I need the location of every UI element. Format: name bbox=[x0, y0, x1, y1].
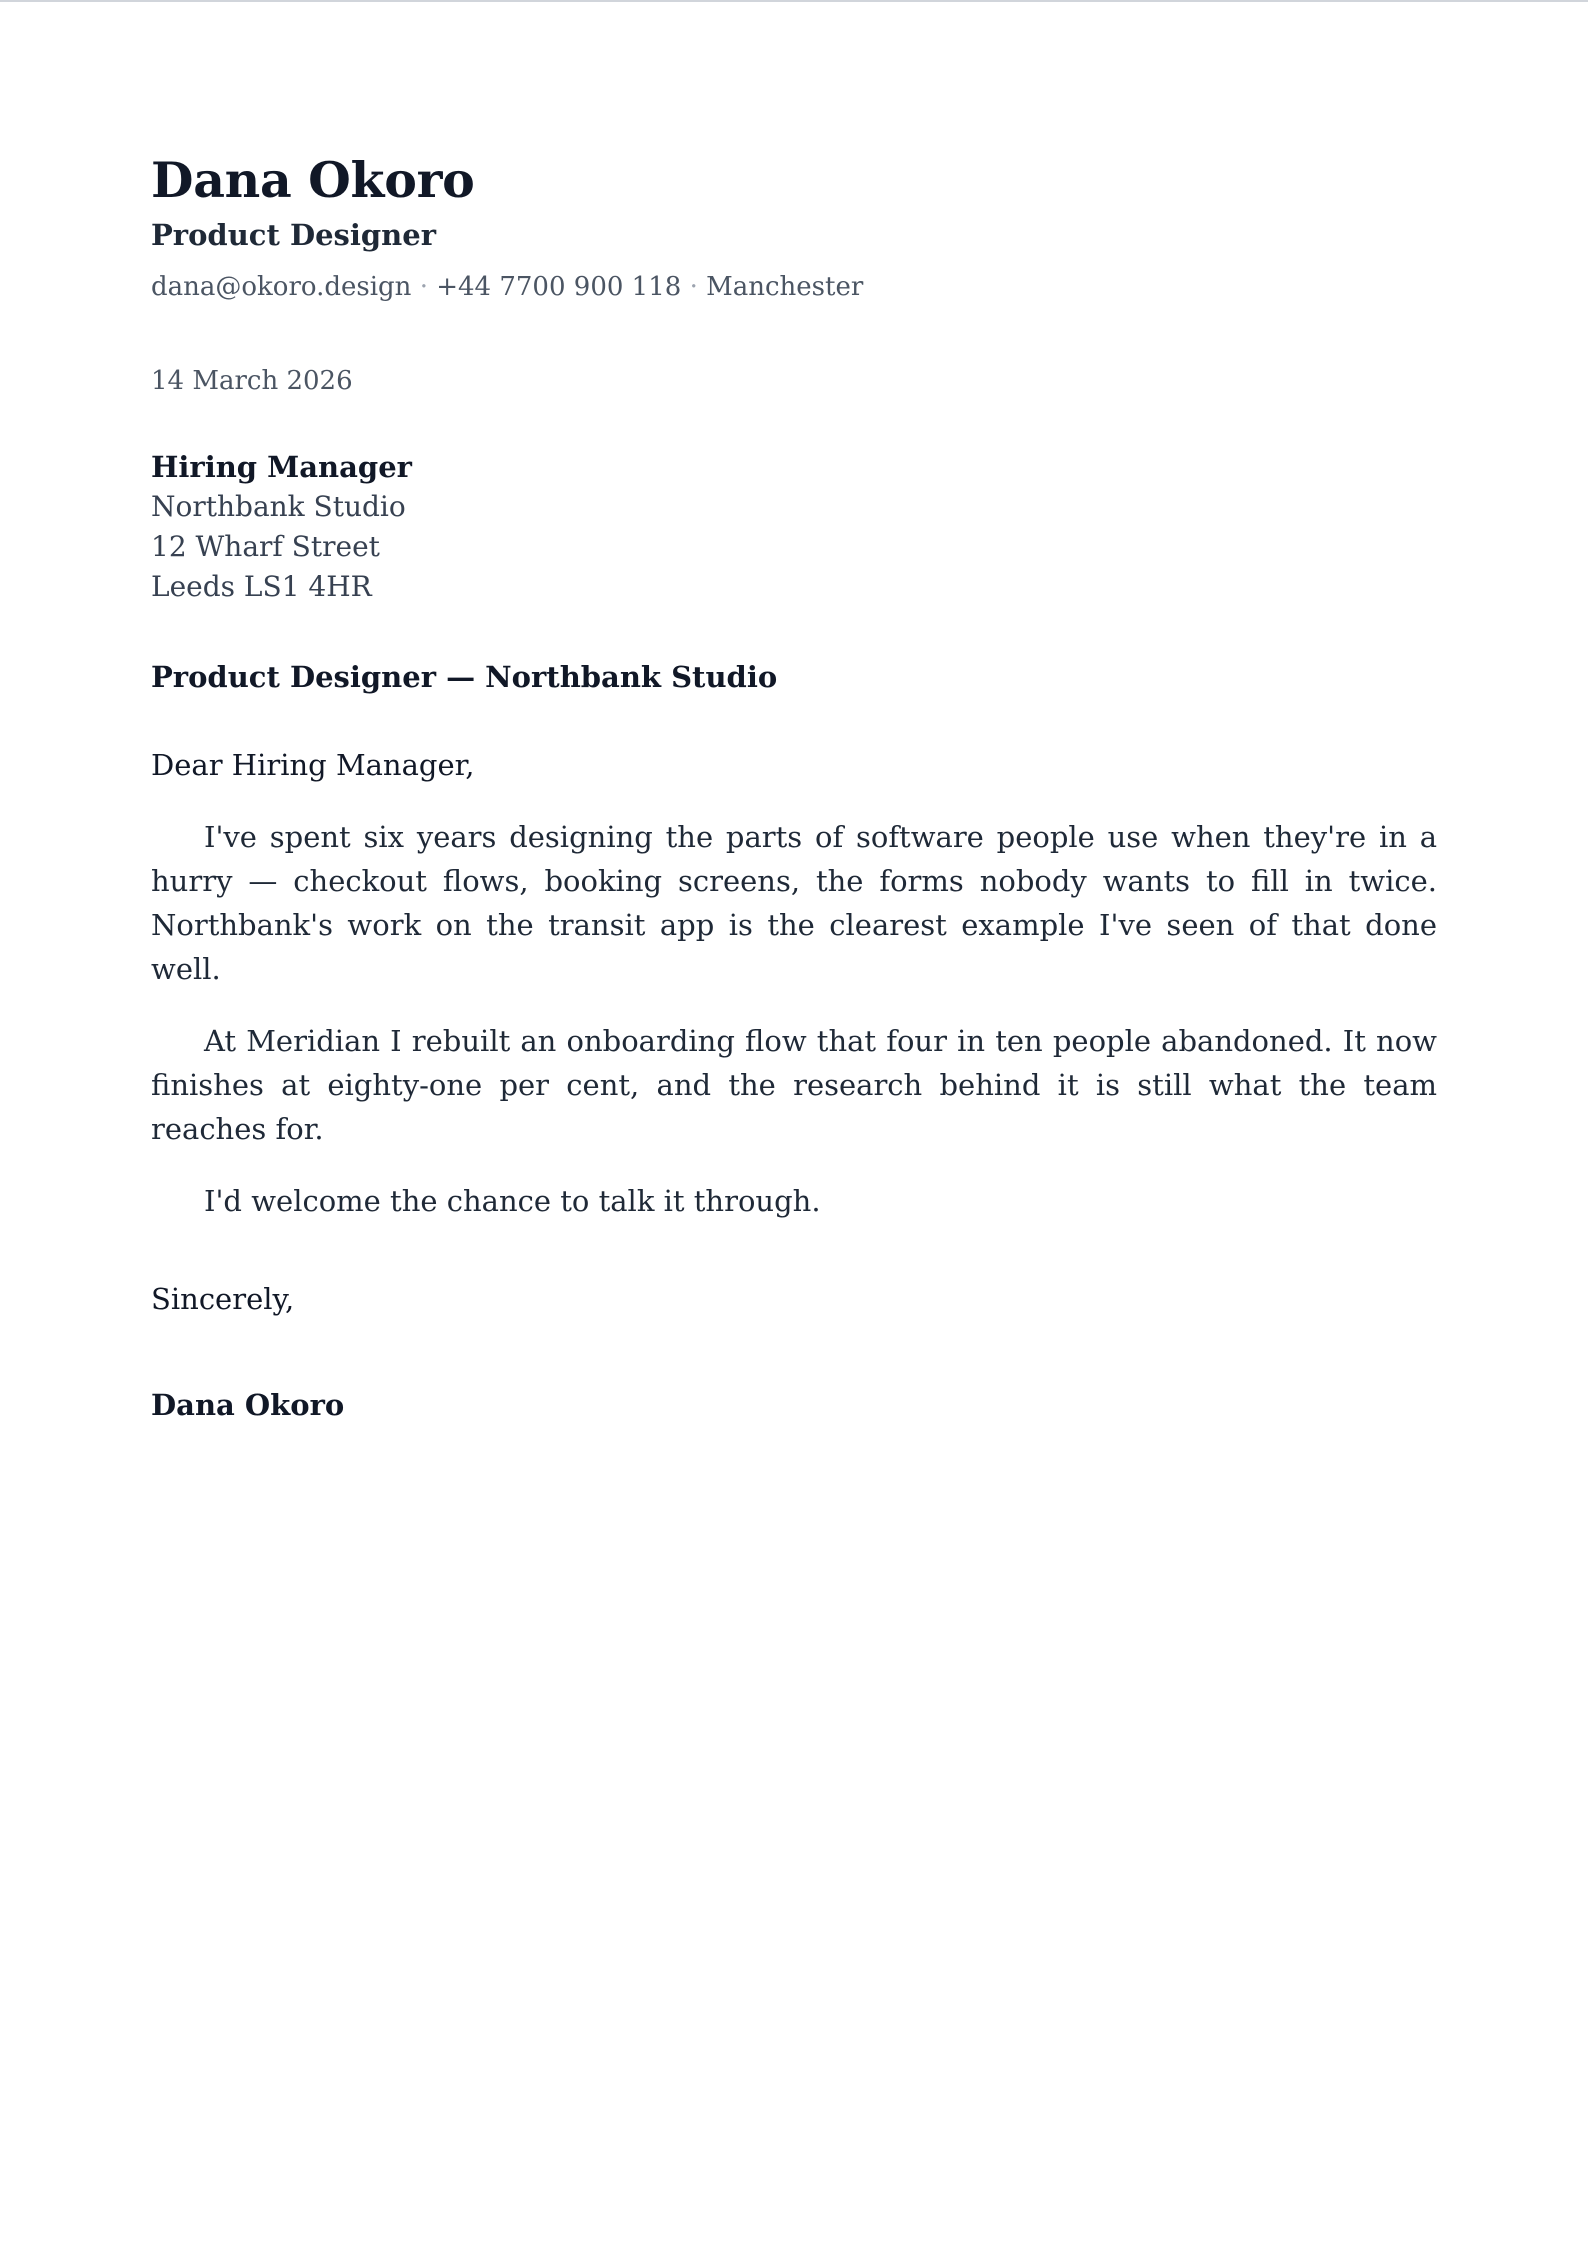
sender-phone: +44 7700 900 118 bbox=[436, 272, 682, 302]
letterhead bbox=[151, 146, 1437, 305]
sender-title: Product Designer bbox=[151, 218, 436, 252]
recipient-street: 12 Wharf Street bbox=[151, 530, 380, 563]
recipient-city: Leeds LS1 4HR bbox=[151, 570, 372, 603]
body-paragraph: I'd welcome the chance to talk it through. bbox=[204, 1184, 821, 1218]
sender-email: dana@okoro.design bbox=[151, 272, 412, 302]
cover-letter bbox=[151, 146, 1437, 1425]
recipient-block bbox=[151, 447, 1437, 607]
contact-separator: · bbox=[419, 272, 428, 302]
sender-name: Dana Okoro bbox=[151, 151, 475, 209]
body-paragraph: I've spent six years designing the parts of software people use when they're in a hurry — checkout flows, booking screens, the forms nobody wants to fill in twice. Northbank's work on the transit app is the clearest example I've seen of that done well. bbox=[151, 820, 1437, 986]
letter-date: 14 March 2026 bbox=[151, 366, 353, 396]
recipient-company: Northbank Studio bbox=[151, 490, 406, 523]
salutation: Dear Hiring Manager, bbox=[151, 748, 475, 782]
closing: Sincerely, bbox=[151, 1282, 295, 1316]
contact-line bbox=[151, 269, 1437, 305]
contact-separator: · bbox=[689, 272, 698, 302]
subject-line: Product Designer — Northbank Studio bbox=[151, 660, 778, 694]
sender-city: Manchester bbox=[706, 272, 864, 302]
letter-body bbox=[151, 815, 1437, 1223]
body-paragraph: At Meridian I rebuilt an onboarding flow that four in ten people abandoned. It now finishes at eighty-one per cent, and the research behind it is still what the team reaches for. bbox=[151, 1024, 1437, 1146]
recipient-name: Hiring Manager bbox=[151, 450, 412, 484]
signature-name: Dana Okoro bbox=[151, 1388, 345, 1422]
top-divider bbox=[0, 0, 1588, 2]
